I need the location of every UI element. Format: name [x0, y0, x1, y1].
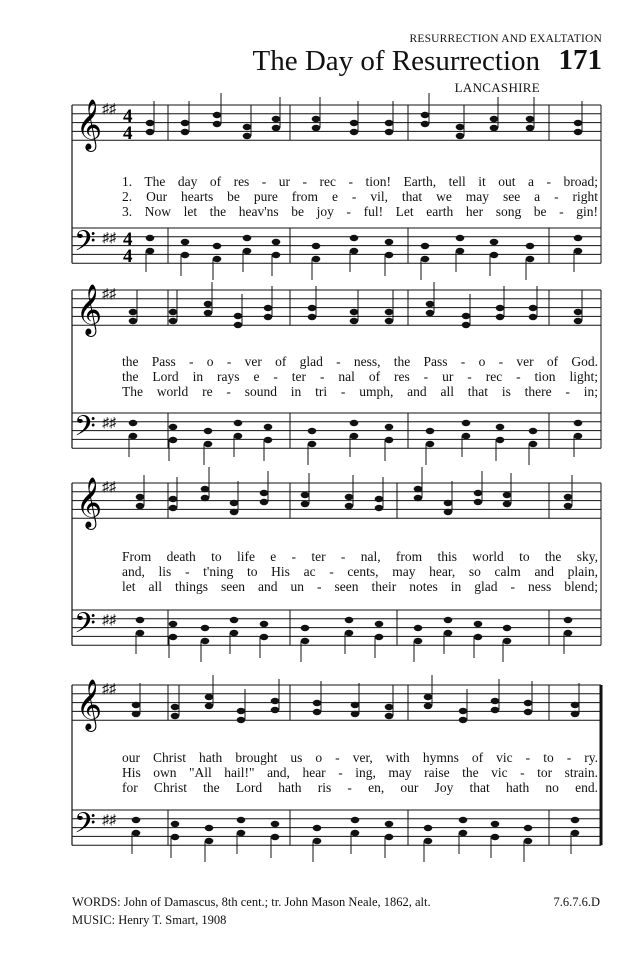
- note-head: [444, 630, 453, 636]
- note-head: [459, 717, 468, 723]
- section-heading: RESURRECTION AND EXALTATION: [409, 33, 602, 45]
- note-head: [205, 838, 214, 844]
- treble-clef-icon: 𝄞: [76, 99, 103, 150]
- note-head: [474, 634, 483, 640]
- note-head: [169, 424, 178, 430]
- note-head: [385, 704, 394, 710]
- note-head: [237, 717, 246, 723]
- note-head: [312, 116, 321, 122]
- note-head: [491, 707, 500, 713]
- note-head: [490, 252, 499, 258]
- key-signature-icon: ♯♯: [102, 813, 116, 828]
- note-head: [351, 702, 360, 708]
- note-head: [301, 638, 310, 644]
- note-head: [350, 235, 359, 241]
- note-head: [426, 441, 435, 447]
- note-head: [129, 433, 138, 439]
- note-head: [564, 617, 573, 623]
- note-head: [574, 235, 583, 241]
- key-signature-icon: ♯♯: [102, 480, 116, 495]
- note-head: [459, 817, 468, 823]
- note-head: [181, 252, 190, 258]
- note-head: [272, 125, 281, 131]
- note-head: [271, 707, 280, 713]
- note-head: [201, 638, 210, 644]
- note-head: [169, 634, 178, 640]
- note-head: [456, 124, 465, 130]
- note-head: [421, 112, 430, 118]
- note-head: [350, 120, 359, 126]
- note-head: [204, 441, 213, 447]
- note-head: [459, 830, 468, 836]
- note-head: [351, 817, 360, 823]
- note-head: [264, 314, 273, 320]
- hymn-number: 171: [558, 44, 602, 76]
- note-head: [169, 505, 178, 511]
- note-head: [237, 708, 246, 714]
- note-head: [132, 711, 141, 717]
- note-head: [462, 313, 471, 319]
- note-head: [260, 490, 269, 496]
- note-head: [204, 310, 213, 316]
- note-head: [264, 305, 273, 311]
- meter-label: 7.6.7.6.D: [553, 895, 600, 909]
- note-head: [313, 700, 322, 706]
- note-head: [272, 116, 281, 122]
- note-head: [171, 704, 180, 710]
- note-head: [205, 825, 214, 831]
- note-head: [444, 509, 453, 515]
- note-head: [201, 625, 210, 631]
- note-head: [169, 309, 178, 315]
- note-head: [564, 503, 573, 509]
- note-head: [496, 437, 505, 443]
- note-head: [234, 420, 243, 426]
- lyrics-system-2: [122, 354, 598, 399]
- note-head: [345, 630, 354, 636]
- note-head: [260, 621, 269, 627]
- note-head: [424, 694, 433, 700]
- lyric-line: The world re - sound in tri - umph, and all that is there - in;: [122, 384, 598, 399]
- note-head: [414, 638, 423, 644]
- note-head: [237, 830, 246, 836]
- note-head: [375, 505, 384, 511]
- note-head: [503, 492, 512, 498]
- note-head: [462, 420, 471, 426]
- note-head: [243, 235, 252, 241]
- note-head: [491, 821, 500, 827]
- lyric-line: His own "All hail!" and, hear - ing, may raise the vic - tor strain.: [122, 765, 598, 780]
- note-head: [444, 500, 453, 506]
- note-head: [313, 825, 322, 831]
- note-head: [136, 630, 145, 636]
- note-head: [350, 309, 359, 315]
- note-head: [574, 129, 583, 135]
- note-head: [496, 424, 505, 430]
- note-head: [213, 112, 222, 118]
- note-head: [201, 495, 210, 501]
- note-head: [129, 420, 138, 426]
- note-head: [312, 125, 321, 131]
- note-head: [385, 834, 394, 840]
- note-head: [524, 709, 533, 715]
- time-signature-icon: 4: [123, 106, 133, 127]
- note-head: [424, 703, 433, 709]
- lyric-line: 1. The day of res - ur - rec - tion! Earth, tell it out a - broad;: [122, 174, 598, 189]
- lyric-line: From death to life e - ter - nal, from this world to the sky,: [122, 549, 598, 564]
- note-head: [345, 494, 354, 500]
- note-head: [385, 821, 394, 827]
- note-head: [171, 834, 180, 840]
- note-head: [313, 709, 322, 715]
- note-head: [426, 301, 435, 307]
- note-head: [205, 694, 214, 700]
- note-head: [524, 700, 533, 706]
- lyric-line: for Christ the Lord hath ris - en, our Joy that hath no end.: [122, 780, 598, 795]
- note-head: [385, 309, 394, 315]
- lyrics-system-4: [122, 750, 598, 795]
- note-head: [213, 243, 222, 249]
- note-head: [526, 125, 535, 131]
- note-head: [237, 817, 246, 823]
- lyric-line: let all things seen and un - seen their notes in glad - ness blend;: [122, 579, 598, 594]
- note-head: [308, 314, 317, 320]
- note-head: [564, 494, 573, 500]
- note-head: [490, 116, 499, 122]
- note-head: [385, 424, 394, 430]
- bass-clef-icon: 𝄢: [74, 410, 96, 450]
- note-head: [345, 503, 354, 509]
- note-head: [350, 129, 359, 135]
- lyric-line: the Pass - o - ver of glad - ness, the Pass - o - ver of God.: [122, 354, 598, 369]
- note-head: [230, 630, 239, 636]
- note-head: [169, 437, 178, 443]
- note-head: [312, 256, 321, 262]
- note-head: [181, 239, 190, 245]
- note-head: [529, 428, 538, 434]
- note-head: [169, 621, 178, 627]
- note-head: [350, 433, 359, 439]
- note-head: [524, 838, 533, 844]
- key-signature-icon: ♯♯: [102, 416, 116, 431]
- note-head: [385, 318, 394, 324]
- note-head: [171, 713, 180, 719]
- note-head: [503, 501, 512, 507]
- bass-clef-icon: 𝄢: [74, 807, 96, 847]
- note-head: [132, 817, 141, 823]
- note-head: [385, 239, 394, 245]
- note-head: [230, 500, 239, 506]
- words-credit: WORDS: John of Damascus, 8th cent.; tr. John Mason Neale, 1862, alt.: [72, 895, 431, 909]
- note-head: [496, 314, 505, 320]
- note-head: [204, 428, 213, 434]
- note-head: [571, 711, 580, 717]
- note-head: [421, 243, 430, 249]
- note-head: [351, 711, 360, 717]
- treble-clef-icon: 𝄞: [76, 284, 103, 335]
- note-head: [136, 494, 145, 500]
- lyric-line: and, lis - t'ning to His ac - cents, may hear, so calm and plain,: [122, 564, 598, 579]
- note-head: [491, 698, 500, 704]
- note-head: [243, 124, 252, 130]
- note-head: [204, 301, 213, 307]
- note-head: [146, 248, 155, 254]
- note-head: [375, 634, 384, 640]
- note-head: [243, 133, 252, 139]
- note-head: [132, 830, 141, 836]
- bass-clef-icon: 𝄢: [74, 607, 96, 647]
- treble-clef-icon: 𝄞: [76, 477, 103, 528]
- hymn-title: The Day of Resurrection: [252, 45, 540, 77]
- note-head: [181, 129, 190, 135]
- note-head: [385, 713, 394, 719]
- note-head: [385, 252, 394, 258]
- note-head: [230, 617, 239, 623]
- lyric-line: the Lord in rays e - ter - nal of res - ur - rec - tion light;: [122, 369, 598, 384]
- note-head: [526, 243, 535, 249]
- note-head: [201, 486, 210, 492]
- note-head: [350, 420, 359, 426]
- note-head: [169, 496, 178, 502]
- key-signature-icon: ♯♯: [102, 613, 116, 628]
- note-head: [456, 133, 465, 139]
- note-head: [526, 116, 535, 122]
- note-head: [264, 424, 273, 430]
- note-head: [462, 433, 471, 439]
- note-head: [146, 129, 155, 135]
- note-head: [301, 501, 310, 507]
- note-head: [146, 120, 155, 126]
- note-head: [213, 121, 222, 127]
- lyric-line: 2. Our hearts be pure from e - vil, that we may see a - right: [122, 189, 598, 204]
- note-head: [375, 496, 384, 502]
- note-head: [421, 121, 430, 127]
- note-head: [571, 702, 580, 708]
- note-head: [260, 499, 269, 505]
- tune-name: LANCASHIRE: [454, 80, 540, 95]
- note-head: [424, 838, 433, 844]
- note-head: [490, 125, 499, 131]
- note-head: [181, 120, 190, 126]
- note-head: [271, 698, 280, 704]
- note-head: [426, 428, 435, 434]
- note-head: [474, 490, 483, 496]
- note-head: [574, 433, 583, 439]
- note-head: [308, 305, 317, 311]
- note-head: [136, 503, 145, 509]
- note-head: [571, 830, 580, 836]
- time-signature-icon: 4: [123, 229, 133, 250]
- note-head: [375, 621, 384, 627]
- note-head: [574, 309, 583, 315]
- note-head: [421, 256, 430, 262]
- key-signature-icon: ♯♯: [102, 102, 116, 117]
- note-head: [574, 420, 583, 426]
- note-head: [308, 441, 317, 447]
- note-head: [385, 129, 394, 135]
- note-head: [313, 838, 322, 844]
- note-head: [234, 313, 243, 319]
- note-head: [350, 248, 359, 254]
- note-head: [414, 495, 423, 501]
- note-head: [234, 322, 243, 328]
- note-head: [491, 834, 500, 840]
- time-signature-icon: 4: [123, 123, 133, 144]
- note-head: [456, 235, 465, 241]
- note-head: [385, 437, 394, 443]
- note-head: [301, 492, 310, 498]
- note-head: [574, 120, 583, 126]
- note-head: [132, 702, 141, 708]
- time-signature-icon: 4: [123, 246, 133, 267]
- note-head: [529, 441, 538, 447]
- lyrics-system-3: [122, 549, 598, 594]
- note-head: [350, 318, 359, 324]
- note-head: [526, 256, 535, 262]
- note-head: [308, 428, 317, 434]
- note-head: [503, 638, 512, 644]
- note-head: [271, 821, 280, 827]
- note-head: [456, 248, 465, 254]
- note-head: [529, 314, 538, 320]
- note-head: [496, 305, 505, 311]
- note-head: [503, 625, 512, 631]
- music-credit: MUSIC: Henry T. Smart, 1908: [72, 913, 227, 927]
- note-head: [385, 120, 394, 126]
- note-head: [574, 318, 583, 324]
- note-head: [424, 825, 433, 831]
- note-head: [234, 433, 243, 439]
- note-head: [264, 437, 273, 443]
- note-head: [129, 318, 138, 324]
- note-head: [462, 322, 471, 328]
- note-head: [351, 830, 360, 836]
- note-head: [490, 239, 499, 245]
- note-head: [129, 309, 138, 315]
- note-head: [529, 305, 538, 311]
- note-head: [444, 617, 453, 623]
- note-head: [574, 248, 583, 254]
- note-head: [345, 617, 354, 623]
- note-head: [169, 318, 178, 324]
- note-head: [272, 252, 281, 258]
- note-head: [136, 617, 145, 623]
- lyrics-system-1: [122, 174, 598, 219]
- note-head: [272, 239, 281, 245]
- note-head: [414, 486, 423, 492]
- bass-clef-icon: 𝄢: [74, 225, 96, 265]
- note-head: [171, 821, 180, 827]
- note-head: [260, 634, 269, 640]
- lyric-line: 3. Now let the heav'ns be joy - ful! Let earth her song be - gin!: [122, 204, 598, 219]
- note-head: [474, 621, 483, 627]
- note-head: [230, 509, 239, 515]
- treble-clef-icon: 𝄞: [76, 679, 103, 730]
- note-head: [564, 630, 573, 636]
- note-head: [524, 825, 533, 831]
- note-head: [213, 256, 222, 262]
- note-head: [146, 235, 155, 241]
- note-head: [414, 625, 423, 631]
- lyric-line: our Christ hath brought us o - ver, with hymns of vic - to - ry.: [122, 750, 598, 765]
- note-head: [426, 310, 435, 316]
- note-head: [301, 625, 310, 631]
- note-head: [312, 243, 321, 249]
- note-head: [459, 708, 468, 714]
- key-signature-icon: ♯♯: [102, 682, 116, 697]
- key-signature-icon: ♯♯: [102, 287, 116, 302]
- note-head: [571, 817, 580, 823]
- note-head: [474, 499, 483, 505]
- note-head: [205, 703, 214, 709]
- note-head: [243, 248, 252, 254]
- note-head: [271, 834, 280, 840]
- key-signature-icon: ♯♯: [102, 231, 116, 246]
